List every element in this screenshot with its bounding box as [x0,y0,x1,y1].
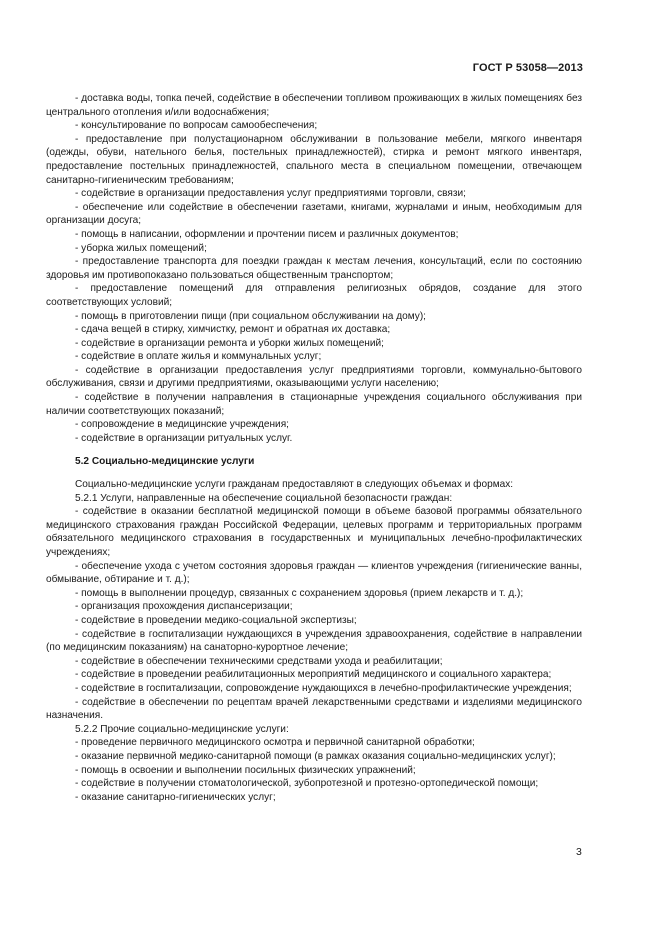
list-item: - доставка воды, топка печей, содействие в обеспечении топливом проживающих в жилых помещениях без центрального отопления и/или водоснабжения; [46,93,582,118]
list-item: - консультирование по вопросам самообеспечения; [75,120,318,132]
list-item: - помощь в выполнении процедур, связанных с сохранением здоровья (прием лекарств и т. д.); [75,587,524,599]
standard-number: ГОСТ Р 53058—2013 [472,62,583,74]
list-item: - предоставление транспорта для поездки граждан к местам лечения, консультаций, если по состоянию здоровья им противопоказано пользоваться общественным транспортом; [46,256,582,281]
list-item: - содействие в организации ритуальных услуг. [75,432,293,444]
list-item: - организация прохождения диспансеризации; [75,601,293,613]
list-item: - содействие в организации предоставления услуг предприятиями торговли, связи; [75,188,466,200]
subsection-title-5-2-1: 5.2.1 Услуги, направленные на обеспечение социальной безопасности граждан: [75,492,453,504]
list-item: - предоставление при полустационарном обслуживании в пользование мебели, мягкого инвентаря (одежды, обуви, нательного белья, постельных принадлежностей), стирка и ремонт мягкого инвентаря, предоставление постельных принадлежностей, спального места в специальном помещении, отвечающем санитарно-гигиеническим требованиям; [46,133,582,186]
list-item: - уборка жилых помещений; [75,242,207,254]
page-number: 3 [576,846,582,858]
list-item: - проведение первичного медицинского осмотра и первичной санитарной обработки; [75,737,475,749]
list-item: - содействие в госпитализации, сопровождение нуждающихся в лечебно-профилактические учреждения; [75,682,572,694]
list-item: - содействие в обеспечении по рецептам врачей лекарственными средствами и изделиями медицинского назначения. [46,696,582,722]
list-item: - помощь в написании, оформлении и прочтении писем и различных документов; [75,228,459,240]
services-list-other-medical [46,736,582,804]
list-item: - содействие в обеспечении техническими средствами ухода и реабилитации; [75,655,443,667]
document-body [46,92,582,804]
list-item: - содействие в оплате жилья и коммунальных услуг; [75,351,322,363]
subsection-title-5-2-2: 5.2.2 Прочие социально-медицинские услуги: [75,723,289,735]
list-item: - помощь в освоении и выполнении посильных физических упражнений; [75,764,416,776]
list-item: - сопровождение в медицинские учреждения; [75,419,289,431]
list-item: - содействие в оказании бесплатной медицинской помощи в объеме базовой программы обязательного медицинского страхования граждан Российской Федерации, целевых программ и территориальных программ обязательного медицинского страхования в государственных и муниципальных лечебно-профилактических учреждениях; [46,506,582,558]
list-item: - обеспечение или содействие в обеспечении газетами, книгами, журналами и иным, необходимым для организации досуга; [46,201,582,227]
list-item: - содействие в проведении медико-социальной экспертизы; [75,614,357,626]
list-item: - содействие в организации ремонта и уборки жилых помещений; [75,337,384,349]
services-list-household [46,92,582,445]
list-item: - предоставление помещений для отправления религиозных обрядов, создание для этого соответствующих условий; [46,283,582,308]
list-item: - содействие в получении стоматологической, зубопротезной и протезно-ортопедической помощи; [75,778,539,790]
list-item: - оказание санитарно-гигиенических услуг; [75,791,276,803]
list-item: - помощь в приготовлении пищи (при социальном обслуживании на дому); [75,310,426,322]
list-item: - содействие в проведении реабилитационных мероприятий медицинского и социального характера; [75,669,552,681]
section-intro: Социально-медицинские услуги гражданам предоставляют в следующих объемах и формах: [75,479,514,491]
list-item: - содействие в организации предоставления услуг предприятиями торговли, коммунально-бытового обслуживания, связи и другими предприятиями, оказывающими услуги населению; [46,364,582,390]
list-item: - содействие в госпитализации нуждающихся в учреждения здравоохранения, содействие в направлении (по медицинским показаниям) на санаторно-курортное лечение; [46,628,582,654]
list-item: - оказание первичной медико-санитарной помощи (в рамках оказания социально-медицинских услуг); [75,750,556,762]
list-item: - обеспечение ухода с учетом состояния здоровья граждан — клиентов учреждения (гигиенические ванны, обмывание, обтирание и т. д.); [46,560,582,586]
services-list-medical-safety [46,505,582,723]
list-item: - содействие в получении направления в стационарные учреждения социального обслуживания при наличии соответствующих показаний; [46,392,582,417]
list-item: - сдача вещей в стирку, химчистку, ремонт и обратная их доставка; [75,324,391,336]
section-heading: 5.2 Социально-медицинские услуги [75,456,255,468]
